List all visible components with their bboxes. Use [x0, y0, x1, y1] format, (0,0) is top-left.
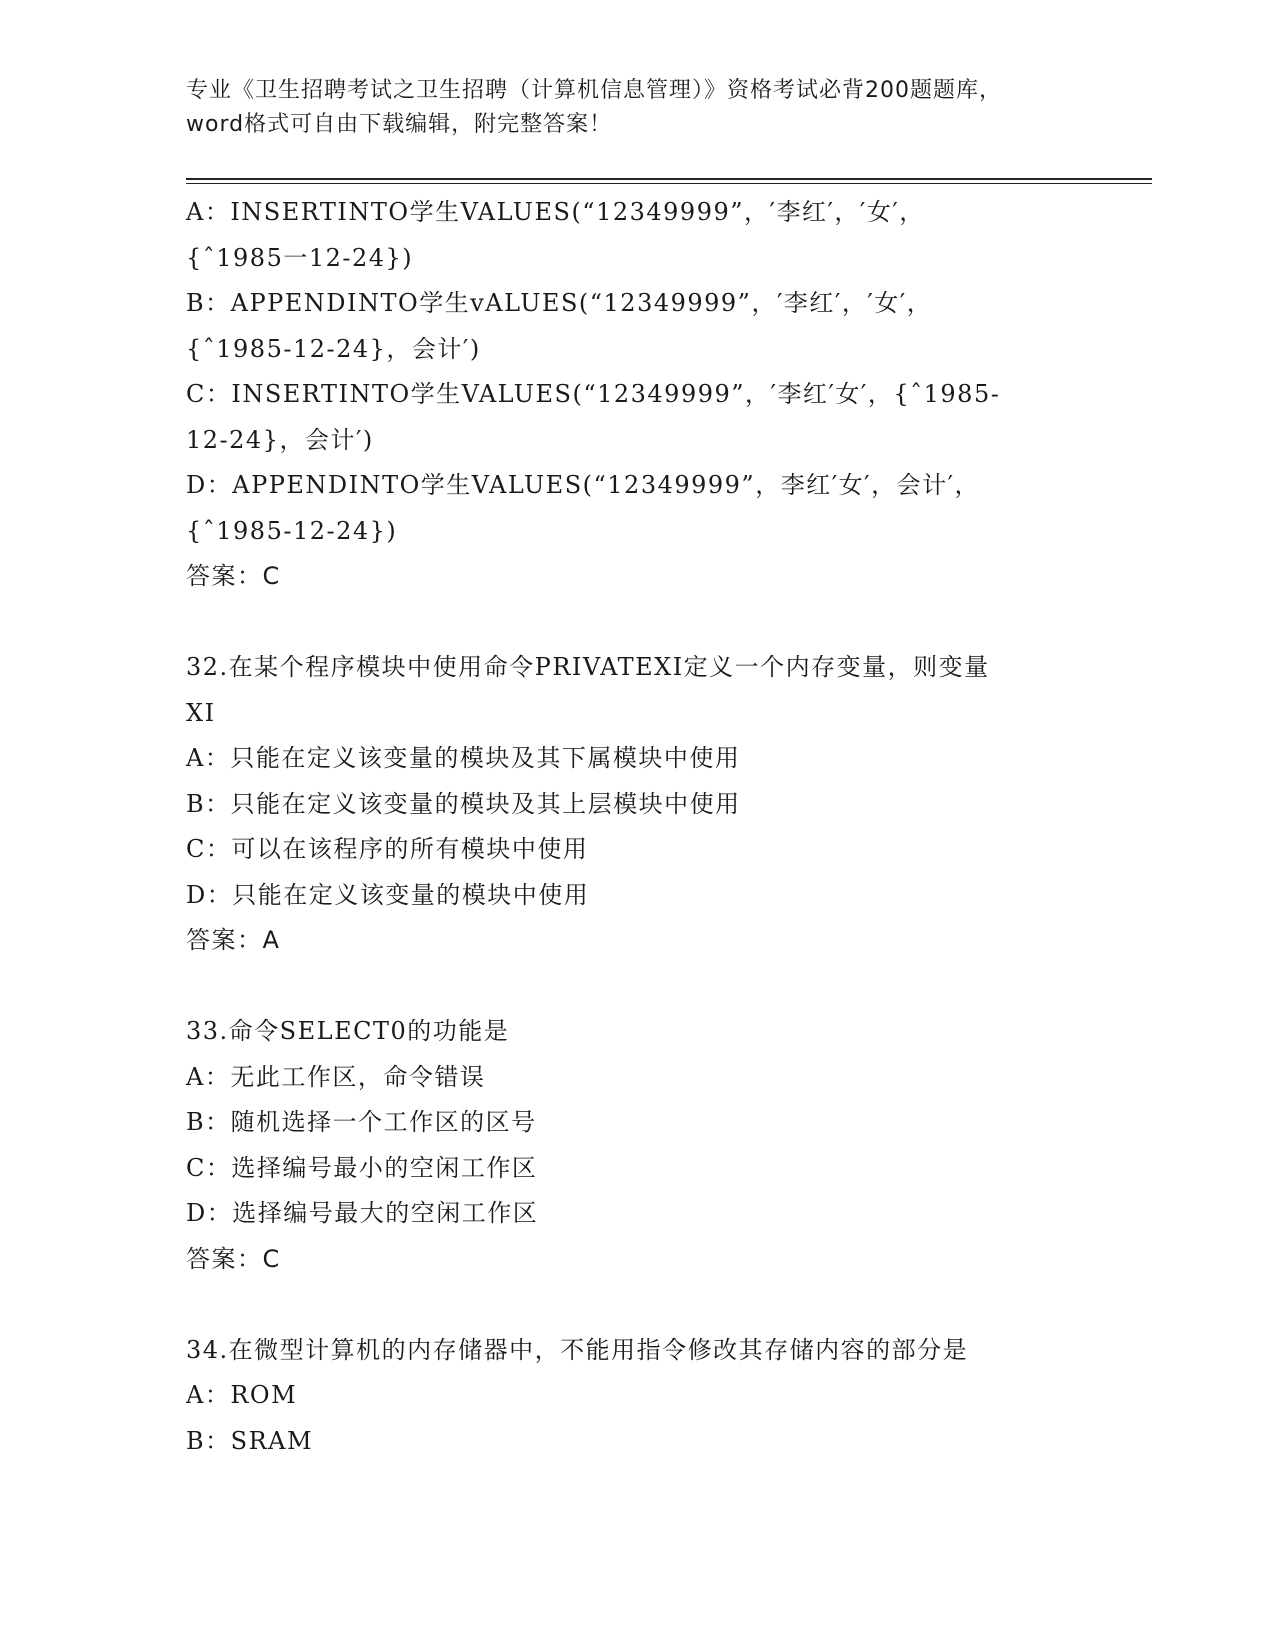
- option-d: D：只能在定义该变量的模块中使用: [186, 880, 590, 909]
- option-a-line-2: {ˆ1985一12-24}): [186, 243, 414, 272]
- question-stem-line-1: 32.在某个程序模块中使用命令PRIVATEXI定义一个内存变量，则变量: [186, 653, 990, 681]
- header-divider-thick: [186, 178, 1152, 180]
- question-33: [186, 1009, 1086, 1282]
- question-stem-line-2: XI: [186, 698, 216, 727]
- document-header: [186, 74, 1086, 142]
- answer-31: 答案：C: [186, 562, 281, 590]
- option-a: A：ROM: [186, 1381, 298, 1409]
- option-d: D：选择编号最大的空闲工作区: [186, 1199, 539, 1227]
- question-stem: 33.命令SELECT0的功能是: [186, 1017, 510, 1045]
- option-a: A：只能在定义该变量的模块及其下属模块中使用: [186, 744, 741, 772]
- header-line-2: word格式可自由下载编辑，附完整答案！: [186, 112, 613, 137]
- spacer: [186, 964, 1086, 1010]
- option-c-line-1: C：INSERTINTO学生VALUES(“12349999”，′李红′女′，{ˆ1985-: [186, 380, 1001, 408]
- spacer: [186, 1282, 1086, 1328]
- option-b: B：只能在定义该变量的模块及其上层模块中使用: [186, 789, 741, 818]
- option-d-line-2: {ˆ1985-12-24}): [186, 516, 398, 545]
- spacer: [186, 600, 1086, 646]
- question-32: [186, 645, 1086, 964]
- answer-33: 答案：C: [186, 1244, 281, 1273]
- option-c: C：选择编号最小的空闲工作区: [186, 1153, 538, 1182]
- header-line-1: 专业《卫生招聘考试之卫生招聘（计算机信息管理）》资格考试必背200题题库，: [186, 78, 1002, 103]
- header-divider-thin: [186, 183, 1152, 184]
- option-c-line-2: 12-24}，会计′): [186, 425, 374, 454]
- option-b-line-1: B：APPENDINTO学生vALUES(“12349999”，′李红′，′女′，: [186, 289, 933, 317]
- answer-32: 答案：A: [186, 926, 281, 954]
- question-31: [186, 190, 1086, 600]
- question-34: [186, 1328, 1086, 1465]
- option-c: C：可以在该程序的所有模块中使用: [186, 835, 589, 863]
- option-a-line-1: A：INSERTINTO学生VALUES(“12349999”，′李红′，′女′，: [186, 198, 925, 226]
- question-stem: 34.在微型计算机的内存储器中，不能用指令修改其存储内容的部分是: [186, 1335, 969, 1364]
- option-b: B：随机选择一个工作区的区号: [186, 1108, 537, 1136]
- option-a: A：无此工作区，命令错误: [186, 1062, 486, 1091]
- option-b: B：SRAM: [186, 1426, 314, 1455]
- option-b-line-2: {ˆ1985-12-24}，会计′): [186, 334, 481, 363]
- option-d-line-1: D：APPENDINTO学生VALUES(“12349999”，李红′女′，会计′，: [186, 471, 981, 499]
- question-list: [186, 190, 1086, 1464]
